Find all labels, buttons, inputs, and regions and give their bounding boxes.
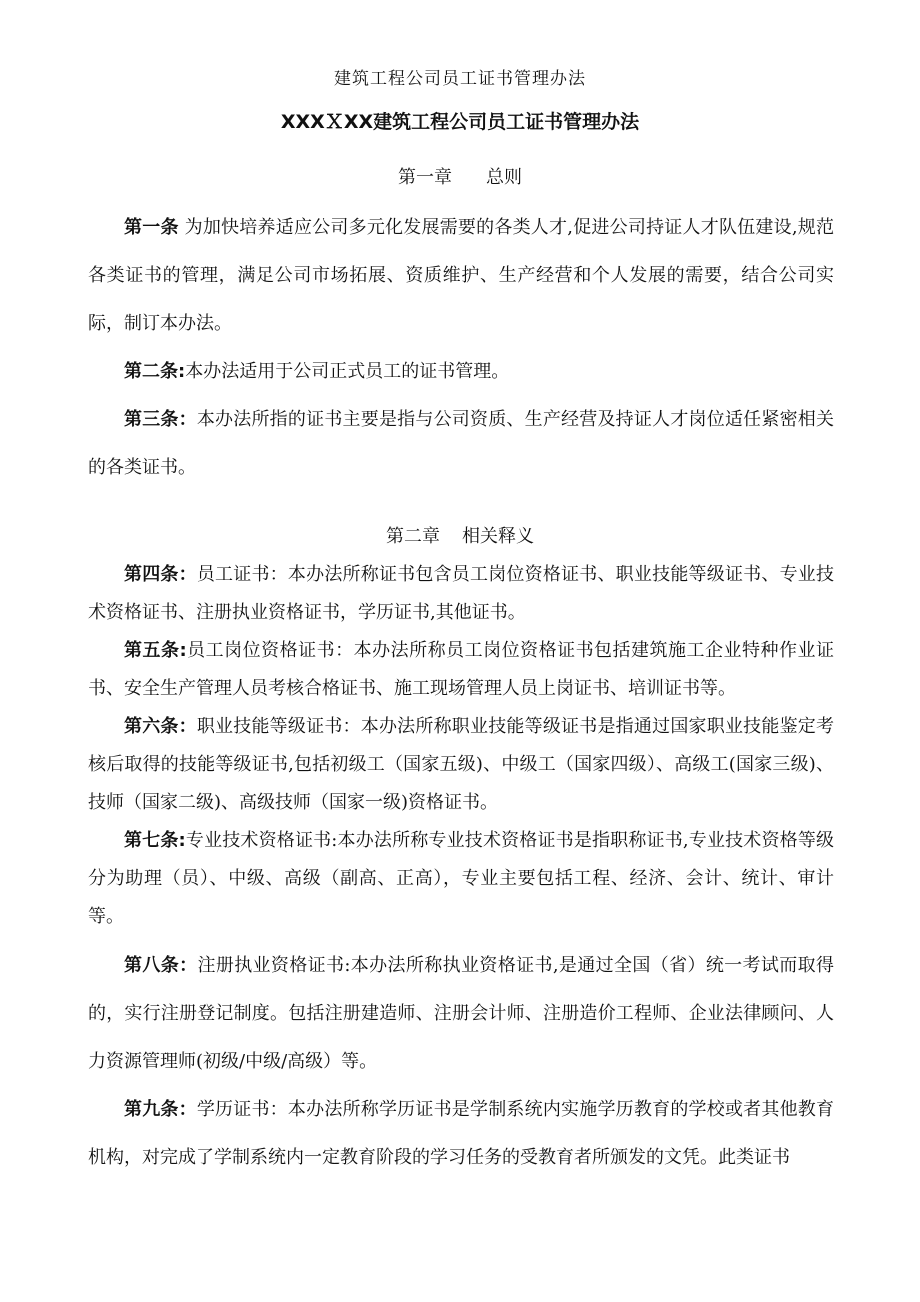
article-5 [88,632,834,708]
article-text: 注册执业资格证书:本办法所称执业资格证书,是通过全国（省）统一考试而取得的，实行注册登记制度。包括注册建造师、注册会计师、注册造价工程师、企业法律顾问、人力资源管理师(初级/中级/高级）等。 [88,955,834,1072]
article-label: 第六条： [124,716,197,737]
article-text: 员工岗位资格证书：本办法所称员工岗位资格证书包括建筑施工企业特种作业证书、安全生产管理人员考核合格证书、施工现场管理人员上岗证书、培训证书等。 [88,640,834,699]
article-text: 职业技能等级证书：本办法所称职业技能等级证书是指通过国家职业技能鉴定考核后取得的技能等级证书,包括初级工（国家五级)、中级工（国家四级）、高级工(国家三级)、技师（国家二级)、高级技师（国家一级)资格证书。 [88,716,834,813]
running-header: 建筑工程公司员工证书管理办法 [334,69,586,89]
article-7 [88,822,834,936]
article-text: 学历证书：本办法所称学历证书是学制系统内实施学历教育的学校或者其他教育机构，对完成了学制系统内一定教育阶段的学习任务的受教育者所颁发的文凭。此类证书 [88,1099,834,1168]
article-9 [88,1086,834,1182]
article-3 [88,396,834,492]
article-text: 本办法所指的证书主要是指与公司资质、生产经营及持证人才岗位适任紧密相关的各类证书。 [88,409,834,478]
chapter-number: 第二章 [386,526,440,547]
document-title: XXXＸXX建筑工程公司员工证书管理办法 [280,111,640,133]
article-text: 本办法适用于公司正式员工的证书管理。 [185,361,510,382]
article-label: 第四条： [124,564,197,585]
article-text: 为加快培养适应公司多元化发展需要的各类人才,促进公司持证人才队伍建设,规范各类证书的管理，满足公司市场拓展、资质维护、生产经营和个人发展的需要，结合公司实际，制订本办法。 [88,217,834,334]
article-4 [88,556,834,632]
article-label: 第二条: [124,361,186,382]
chapter-heading-1 [0,163,920,189]
chapter-heading-2 [0,522,920,548]
article-label: 第一条 [124,217,179,238]
chapter-name: 总则 [486,167,522,188]
article-6 [88,708,834,822]
article-text: 专业技术资格证书:本办法所称专业技术资格证书是指职称证书,专业技术资格等级分为助理（员）、中级、高级（副高、正高），专业主要包括工程、经济、会计、统计、审计等。 [88,830,834,927]
article-1 [88,204,834,348]
article-label: 第七条: [124,830,186,851]
article-label: 第三条： [124,409,197,430]
article-label: 第五条: [124,640,187,661]
article-2 [88,348,834,396]
article-label: 第八条： [124,955,198,976]
article-label: 第九条： [124,1099,197,1120]
article-text: 员工证书：本办法所称证书包含员工岗位资格证书、职业技能等级证书、专业技术资格证书、注册执业资格证书，学历证书,其他证书。 [88,564,834,623]
chapter-name: 相关释义 [462,526,534,547]
article-8 [88,942,834,1086]
chapter-number: 第一章 [398,167,452,188]
